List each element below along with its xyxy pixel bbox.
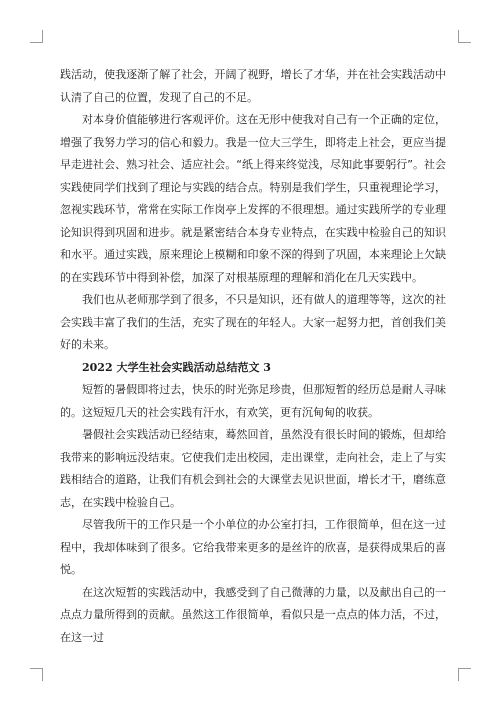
paragraph: 我们也从老师那学到了很多，不只是知识，还有做人的道理等等，这次的社会实践丰富了我们的生活，充实了现在的年轻人。大家一起努力把，首创我们美好的未来。 xyxy=(60,293,446,351)
crop-mark-top-right xyxy=(458,30,471,43)
document-body xyxy=(60,64,446,649)
paragraph: 短暂的暑假即将过去，快乐的时光弥足珍贵，但那短暂的经历总是耐人寻味的。这短短几天的社会实践有汗水，有欢笑，更有沉甸甸的收获。 xyxy=(60,383,446,419)
paragraph: 尽管我所干的工作只是一个小单位的办公室打扫，工作很简单，但在这一过程中，我却体味到了很多。它给我带来更多的是丝许的欣喜，是获得成果后的喜悦。 xyxy=(60,518,446,576)
section-heading: 2022 大学生社会实践活动总结范文 3 xyxy=(82,360,271,374)
paragraph: 暑假社会实践活动已经结束，蓦然回首，虽然没有很长时间的锻炼，但却给我带来的影响远没结束。它使我们走出校园，走出课堂，走向社会，走上了与实践相结合的道路，让我们有机会到社会的大课堂去见识世面，增长才干，磨练意志，在实践中检验自己。 xyxy=(60,428,446,509)
crop-mark-bottom-left xyxy=(30,668,43,681)
crop-mark-bottom-right xyxy=(458,668,471,681)
crop-mark-top-left xyxy=(30,30,43,43)
paragraph: 在这次短暂的实践活动中，我感受到了自己微薄的力量，以及献出自己的一点点力量所得到的贡献。虽然这工作很简单，看似只是一点点的体力活，不过，在这一过 xyxy=(60,585,446,644)
paragraph: 践活动，使我逐渐了解了社会，开阔了视野，增长了才华，并在社会实践活动中认清了自己的位置，发现了自己的不足。 xyxy=(60,68,446,104)
paragraph: 对本身价值能够进行客观评价。这在无形中使我对自己有一个正确的定位，增强了我努力学习的信心和毅力。我是一位大三学生，即将走上社会，更应当提早走进社会、熟习社会、适应社会。“纸上得来终觉浅，尽知此事要躬行”。社会实践使同学们找到了理论与实践的结合点。特别是我们学生，只重视理论学习，忽视实践环节，常常在实际工作岗亭上发挥的不很理想。通过实践所学的专业理论知识得到巩固和进步。就是紧密结合本身专业特点，在实践中检验自己的知识和水平。通过实践，原来理论上模糊和印象不深的得到了巩固，本来理论上欠缺的在实践环节中得到补偿，加深了对根基原理的理解和消化在几天实践中。 xyxy=(60,113,446,284)
